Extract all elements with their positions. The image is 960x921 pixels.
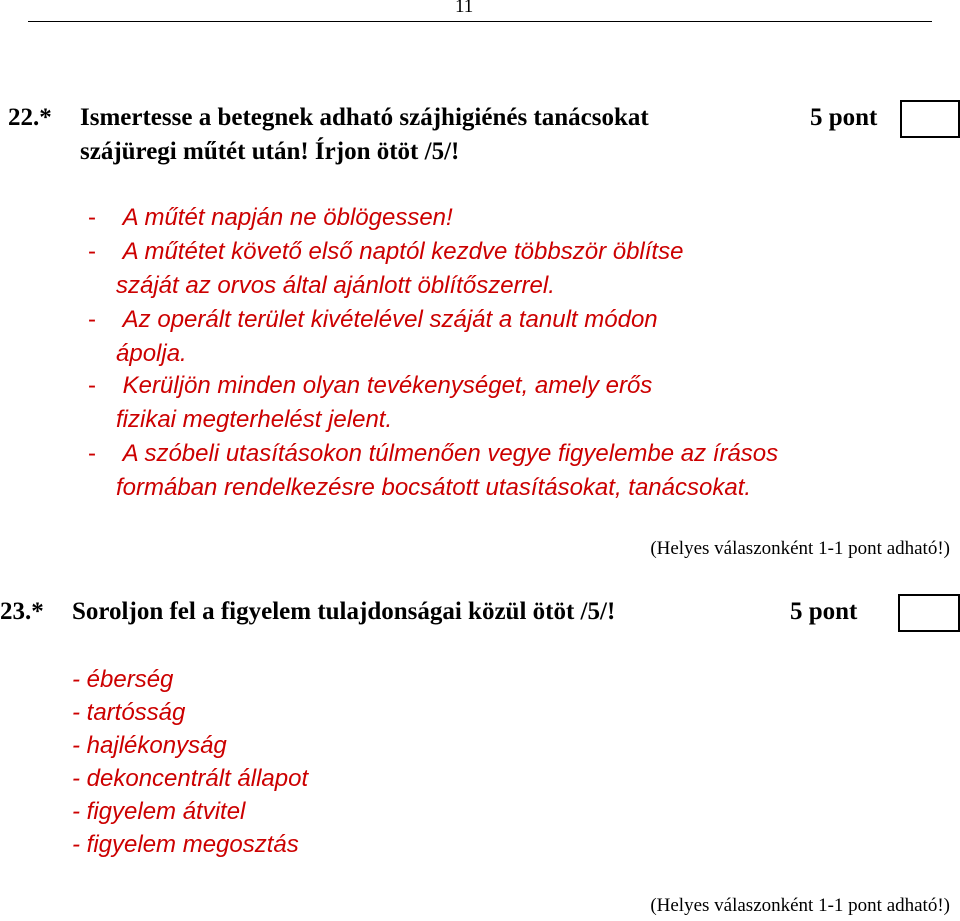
q23-number: 23.*	[0, 598, 44, 625]
header-rule	[28, 21, 932, 22]
q22-score-box[interactable]	[900, 100, 960, 138]
q23-score-box[interactable]	[898, 594, 960, 632]
q22-answer-1-line1: A műtét napján ne öblögessen!	[122, 204, 453, 231]
q23-title: Soroljon fel a figyelem tulajdonságai közül ötöt /5/!	[72, 598, 616, 625]
q22-answer-3	[88, 306, 658, 334]
q22-answer-2-line2: száját az orvos által ajánlott öblítőszerrel.	[116, 272, 555, 299]
q22-title-line1: Ismertesse a betegnek adható szájhigiénés tanácsokat	[80, 104, 649, 131]
q23-answer-4: - dekoncentrált állapot	[72, 765, 309, 792]
q22-answer-5-line2: formában rendelkezésre bocsátott utasításokat, tanácsokat.	[116, 474, 752, 501]
q23-answer-5: - figyelem átvitel	[72, 798, 246, 825]
q22-answer-3-line1: Az operált terület kivételével száját a tanult módon	[122, 306, 658, 333]
page-number: 11	[455, 0, 474, 17]
q22-answer-4	[88, 372, 652, 400]
dash: -	[88, 238, 96, 265]
q22-title-line2: szájüregi műtét után! Írjon ötöt /5/!	[80, 138, 460, 165]
q22-answer-2	[88, 238, 683, 266]
q22-answer-4-line2: fizikai megterhelést jelent.	[116, 406, 393, 433]
q22-answer-3-line2: ápolja.	[116, 340, 187, 367]
q22-answer-5-line1: A szóbeli utasításokon túlmenően vegye figyelembe az írásos	[122, 440, 779, 467]
q22-number: 22.*	[8, 104, 52, 131]
q22-answer-1	[88, 204, 453, 232]
q22-points: 5 pont	[810, 104, 878, 131]
q22-scoring-note: (Helyes válaszonként 1-1 pont adható!)	[650, 538, 950, 559]
q23-answer-6: - figyelem megosztás	[72, 831, 299, 858]
q22-answer-2-line1: A műtétet követő első naptól kezdve többször öblítse	[122, 238, 684, 265]
q23-answer-1: - éberség	[72, 666, 174, 693]
dash: -	[88, 204, 96, 231]
q23-points: 5 pont	[790, 598, 858, 625]
dash: -	[88, 306, 96, 333]
dash: -	[88, 440, 96, 467]
q23-answer-2: - tartósság	[72, 699, 186, 726]
q22-answer-4-line1: Kerüljön minden olyan tevékenységet, amely erős	[122, 372, 653, 399]
q23-scoring-note: (Helyes válaszonként 1-1 pont adható!)	[650, 895, 950, 916]
q23-answer-3: - hajlékonyság	[72, 732, 227, 759]
q22-answer-5	[88, 440, 778, 468]
dash: -	[88, 372, 96, 399]
